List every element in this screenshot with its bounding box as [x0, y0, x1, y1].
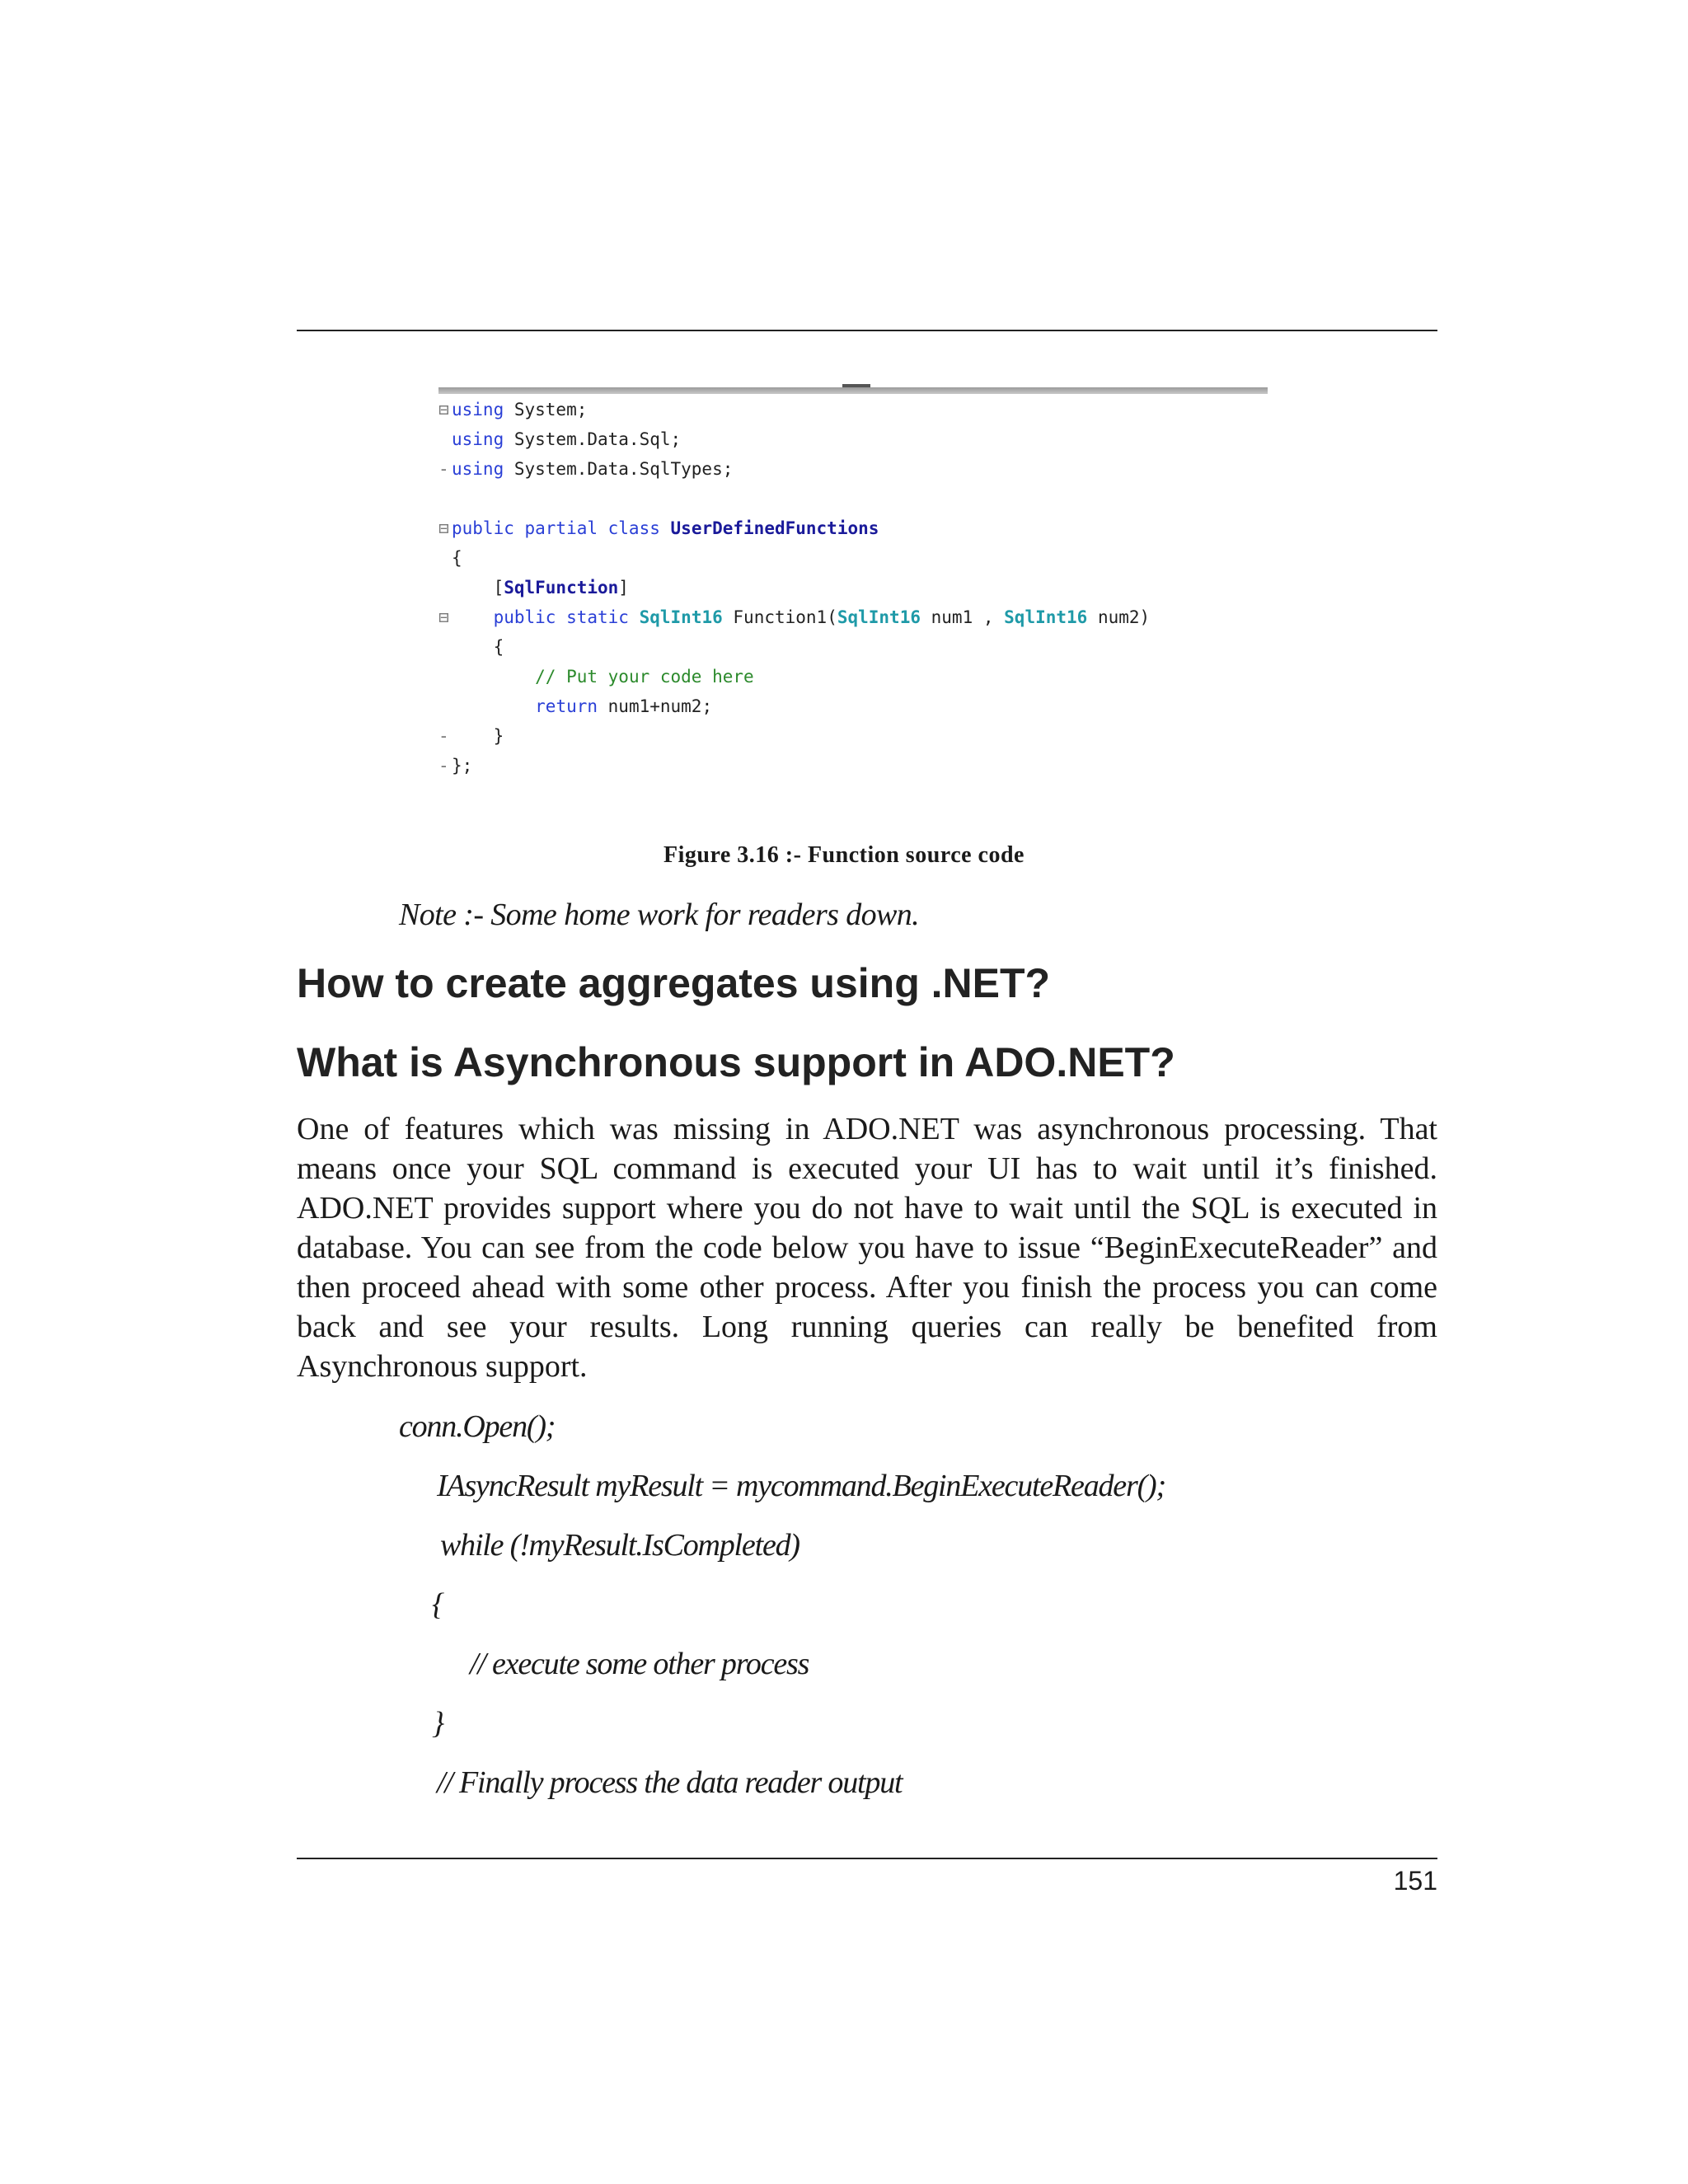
editor-bar-handle	[842, 384, 870, 387]
code-line	[438, 694, 712, 719]
code-token: [	[452, 578, 504, 598]
code-line	[438, 605, 1150, 630]
snippet-line-4: {	[432, 1587, 443, 1622]
code-token: ]	[618, 578, 629, 598]
code-token: SqlInt16	[837, 607, 921, 627]
code-token: };	[452, 756, 473, 776]
code-token: SqlFunction	[504, 578, 619, 598]
code-line	[438, 753, 472, 778]
code-line	[438, 546, 462, 570]
code-token: {	[452, 548, 462, 568]
code-gutter-marker: -	[438, 726, 449, 746]
heading-async-support: What is Asynchronous support in ADO.NET?	[297, 1039, 1175, 1085]
code-gutter-marker: -	[438, 459, 449, 479]
note-text: Note :- Some home work for readers down.	[399, 898, 920, 932]
code-line	[438, 457, 733, 481]
code-token	[452, 667, 535, 687]
snippet-line-6: }	[432, 1706, 443, 1741]
code-line	[438, 397, 587, 422]
code-token: Function1(	[722, 607, 837, 627]
page-number: 151	[1393, 1866, 1437, 1896]
code-gutter-marker: ⊟	[438, 518, 449, 538]
code-token: using	[452, 459, 504, 479]
code-token: }	[452, 726, 504, 746]
code-token: num1+num2;	[598, 696, 713, 716]
code-token: System.Data.SqlTypes;	[504, 459, 734, 479]
code-token: System;	[504, 400, 588, 419]
code-token	[452, 696, 535, 716]
code-token: return	[535, 696, 598, 716]
snippet-line-5: // execute some other process	[470, 1647, 809, 1681]
snippet-line-3: while (!myResult.IsCompleted)	[440, 1528, 799, 1563]
code-gutter-marker: -	[438, 756, 449, 776]
code-screenshot-figure	[438, 384, 1268, 796]
figure-caption: Figure 3.16 :- Function source code	[663, 842, 1025, 868]
code-line	[438, 635, 504, 659]
code-token: using	[452, 429, 504, 449]
footer-rule	[297, 1858, 1437, 1859]
code-gutter-marker: ⊟	[438, 607, 449, 627]
heading-aggregates: How to create aggregates using .NET?	[297, 960, 1051, 1006]
code-line	[438, 427, 681, 452]
code-line	[438, 486, 452, 511]
header-rule	[297, 330, 1437, 331]
code-token	[629, 607, 640, 627]
code-line	[438, 575, 629, 600]
code-token: public static	[493, 607, 629, 627]
code-token: System.Data.Sql;	[504, 429, 682, 449]
code-token: public partial class	[452, 518, 660, 538]
snippet-line-1: conn.Open();	[399, 1409, 556, 1444]
code-token: // Put your code here	[535, 667, 754, 687]
code-token: SqlInt16	[1004, 607, 1088, 627]
code-token: UserDefinedFunctions	[670, 518, 879, 538]
code-token: SqlInt16	[639, 607, 723, 627]
code-token	[660, 518, 671, 538]
code-token: num1 ,	[921, 607, 1005, 627]
editor-top-bar	[438, 387, 1268, 394]
code-gutter-marker: ⊟	[438, 400, 449, 419]
code-token	[452, 607, 494, 627]
code-token: {	[452, 637, 504, 657]
code-token: num2)	[1087, 607, 1151, 627]
code-line	[438, 664, 754, 689]
code-token: using	[452, 400, 504, 419]
code-line	[438, 724, 504, 748]
snippet-line-2: IAsyncResult myResult = mycommand.BeginExecuteReader();	[437, 1469, 1165, 1503]
snippet-line-7: // Finally process the data reader output	[437, 1765, 903, 1800]
code-line	[438, 516, 879, 541]
body-paragraph: One of features which was missing in ADO.NET was asynchronous processing. That means once your SQL command is executed your UI has to wait until it’s finished. ADO.NET provides support where you do not have to wait until the SQL is executed in database. You can see from the code below you have to issue “BeginExecuteReader” and then proceed ahead with some other process. After you finish the process you can come back and see your results. Long running queries can really be benefited from Asynchronous support.	[297, 1112, 1437, 1384]
